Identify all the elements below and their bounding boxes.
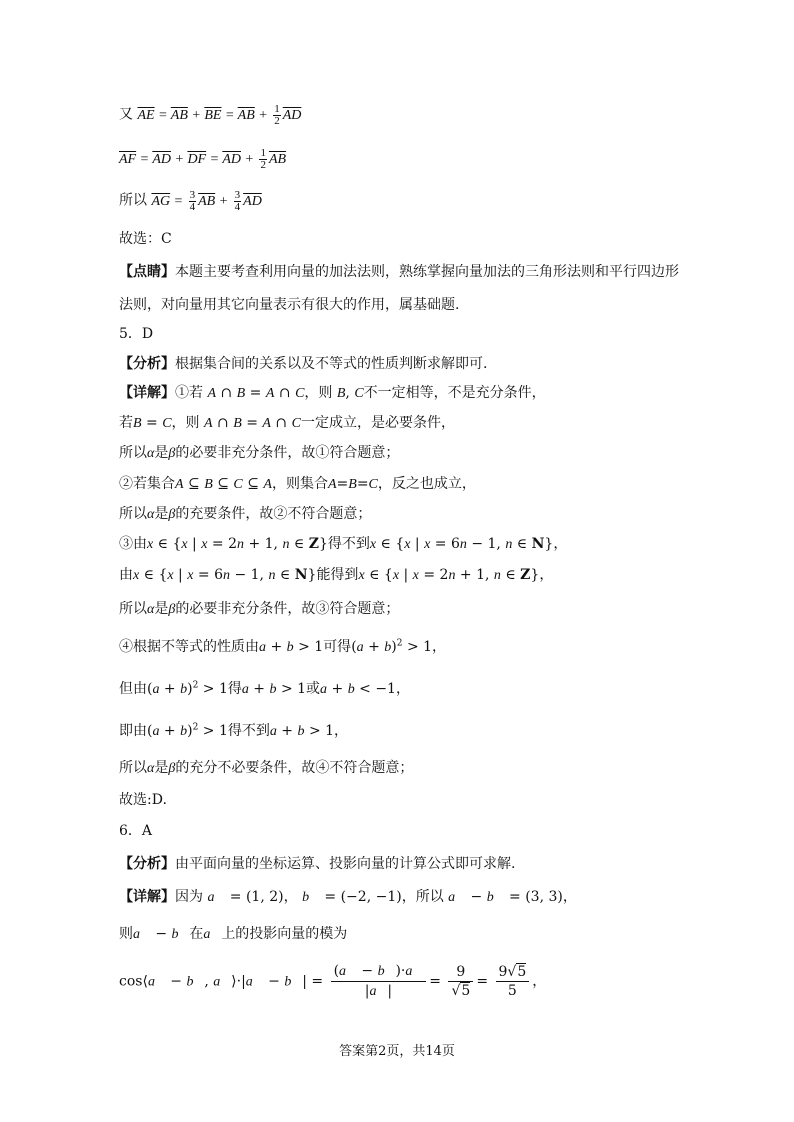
detail-5-line-10: 但由$(a + b)^2 > 1$得a + b > 1或a + b < −1， bbox=[119, 680, 410, 697]
detail-5-line-11: 即由$(a + b)^2 > 1$得不到a + b > 1， bbox=[119, 722, 349, 739]
detail-6-formula: cos⟨a⃗ − b⃗, a⃗⟩·|a⃗ − b⃗| = $\frac{(a⃗ - b⃗)\cdot a⃗}{|a⃗|}$ = $\frac{9}{√5}$ = $\frac{9√5}{5}$ ， bbox=[119, 963, 547, 999]
answer-d: 故选:D. bbox=[119, 792, 167, 808]
detail-6-line-1: 【详解】因为 a⃗ = (1, 2)， b⃗ = (−2, −1)，所以 a⃗ − b⃗ = (3, 3)， bbox=[119, 889, 577, 905]
answer-c: 故选：C bbox=[119, 231, 172, 247]
detail-5-line-4: ②若集合A ⊆ B ⊆ C ⊆ A，则集合A=B=C，反之也成立， bbox=[119, 476, 476, 492]
detail-5-line-8: 所以α是β的必要非充分条件，故③符合题意； bbox=[119, 601, 400, 617]
detail-5-line-2: 若B = C，则 A ∩ B = A ∩ C一定成立，是必要条件， bbox=[119, 415, 455, 431]
eq-ag: 所以 $\overline{AG}$ = $\frac{3}{4}$ $\overline{AB}$ + $\frac{3}{4}$ $\overline{AD}$ bbox=[119, 189, 262, 213]
detail-5-line-7: 由x ∈ {x | x = 6n − 1, n ∈ N}能得到x ∈ {x | x = 2n + 1, n ∈ Z}， bbox=[119, 567, 554, 583]
detail-5-line-9: ④根据不等式的性质由a + b > 1可得$(a + b)^2 > 1$， bbox=[119, 638, 447, 655]
detail-5-line-12: 所以α是β的充分不必要条件，故④不符合题意； bbox=[119, 760, 414, 776]
question-5-heading: 5．D bbox=[119, 326, 154, 342]
detail-6-line-2: 则a⃗ − b⃗在a⃗上的投影向量的模为 bbox=[119, 926, 348, 942]
page-footer: 答案第2页，共14页 bbox=[339, 1044, 455, 1059]
comment-line-2: 法则，对向量用其它向量表示有很大的作用，属基础题. bbox=[119, 297, 460, 313]
detail-5-line-6: ③由x ∈ {x | x = 2n + 1, n ∈ Z}得不到x ∈ {x | x = 6n − 1, n ∈ N}， bbox=[119, 536, 568, 552]
detail-5-line-5: 所以α是β的充要条件，故②不符合题意； bbox=[119, 506, 372, 522]
eq-ae: 又 $\overline{AE} = \overline{AB} + \overline{BE} = \overline{AB}$ + $\frac{1}{2}$ $\overline{AD}$ bbox=[119, 103, 302, 127]
detail-5-line-1: 【详解】①若 A ∩ B = A ∩ C，则 B, C不一定相等，不是充分条件， bbox=[119, 385, 546, 401]
question-6-heading: 6．A bbox=[119, 823, 153, 839]
comment-line-1: 【点睛】本题主要考查利用向量的加法法则，熟练掌握向量加法的三角形法则和平行四边形 bbox=[119, 264, 679, 280]
eq-af: $\overline{AF} = \overline{AD} + \overline{DF} = \overline{AD}$ + $\frac{1}{2}$ $\overline{AB}$ bbox=[119, 147, 287, 171]
analysis-6: 【分析】由平面向量的坐标运算、投影向量的计算公式即可求解. bbox=[119, 856, 516, 872]
detail-5-line-3: 所以α是β的必要非充分条件，故①符合题意； bbox=[119, 445, 400, 461]
analysis-5: 【分析】根据集合间的关系以及不等式的性质判断求解即可. bbox=[119, 356, 488, 372]
text-prefix: 又 bbox=[119, 106, 133, 123]
